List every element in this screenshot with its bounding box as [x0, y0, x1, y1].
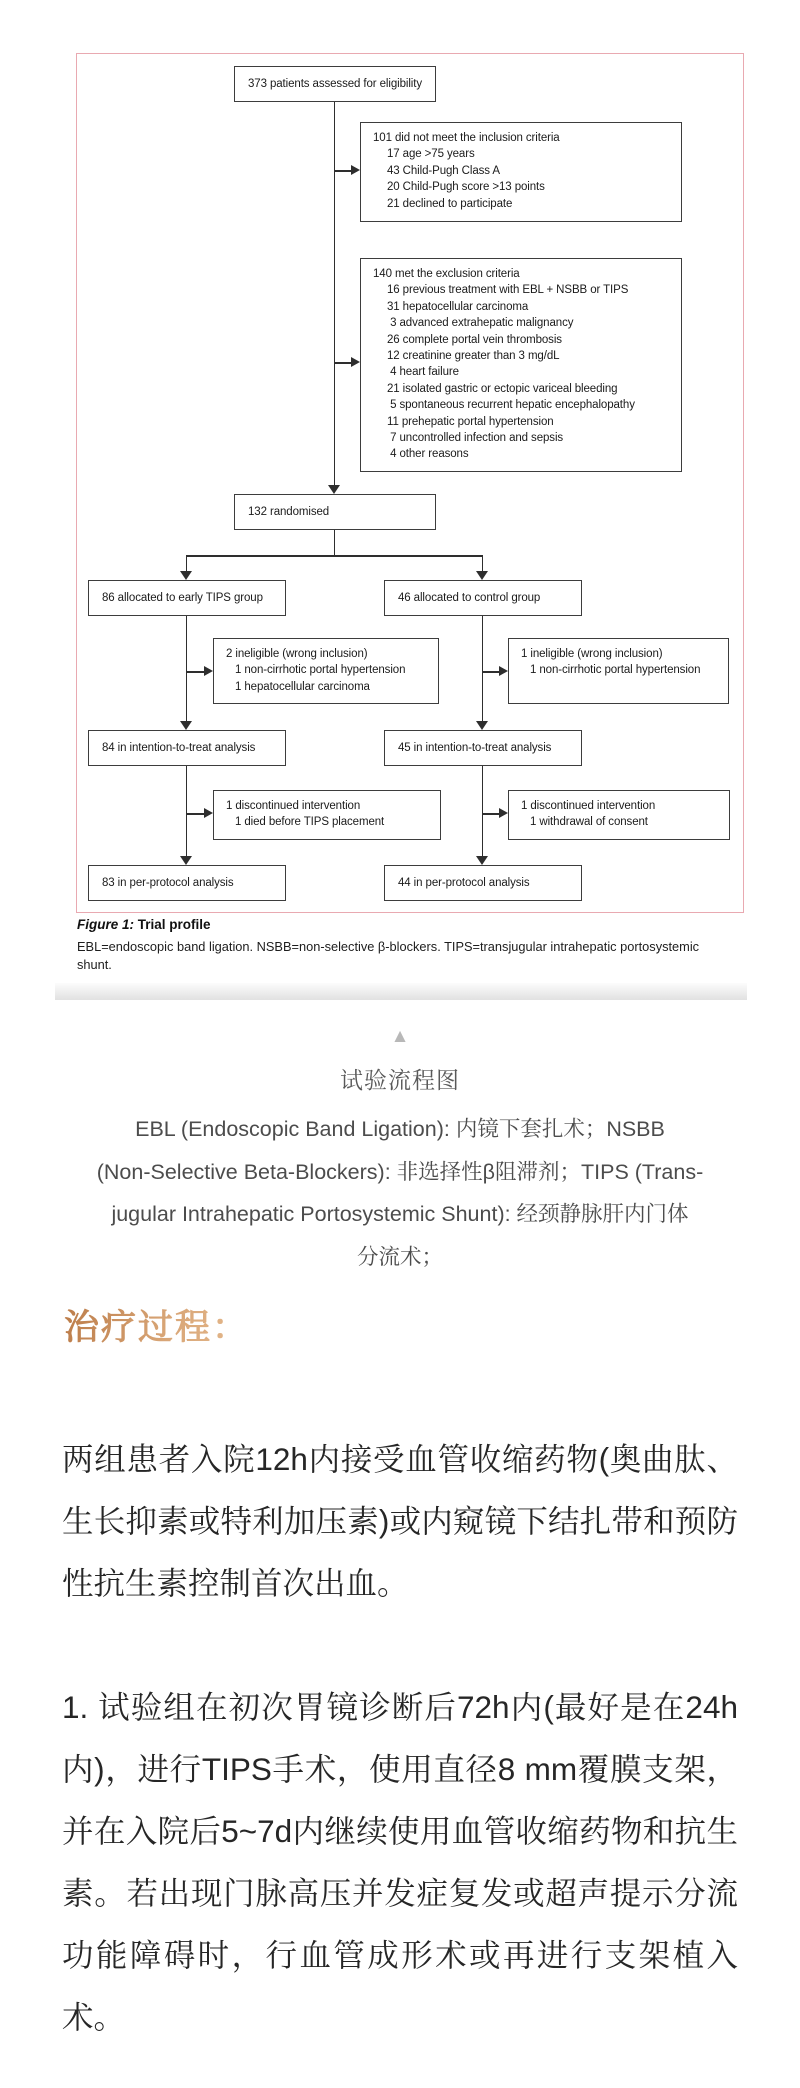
flow-line	[186, 813, 204, 815]
arrowhead-icon	[499, 808, 508, 818]
box-control-allocated	[384, 580, 582, 616]
figure-label: Figure 1:	[77, 917, 135, 932]
flow-box-item: 4 other reasons	[387, 448, 469, 461]
flow-box-item: 3 advanced extrahepatic malignancy	[387, 317, 574, 330]
box-assessed-eligibility	[234, 66, 436, 102]
figure-image-bottom-shadow	[55, 983, 747, 1000]
box-text: 44 in per-protocol analysis	[398, 877, 530, 889]
flow-box-item: 1 hepatocellular carcinoma	[235, 680, 370, 693]
box-not-met-inclusion	[360, 122, 682, 222]
flow-box-item: 11 prehepatic portal hypertension	[387, 415, 554, 428]
flow-box-item: 1 died before TIPS placement	[235, 816, 385, 829]
flow-line	[334, 170, 352, 172]
triangle-up-icon: ▲	[390, 1026, 410, 1047]
box-text: 83 in per-protocol analysis	[102, 877, 234, 889]
arrowhead-icon	[180, 721, 192, 730]
flow-line	[186, 616, 188, 723]
box-title: 1 discontinued intervention	[521, 800, 656, 812]
flow-box-item: 7 uncontrolled infection and sepsis	[387, 432, 564, 445]
box-control-itt	[384, 730, 582, 766]
figure-caption-title	[77, 917, 211, 932]
box-title: 101 did not meet the inclusion criteria	[373, 132, 560, 144]
flow-line	[334, 362, 352, 364]
arrowhead-icon	[476, 856, 488, 865]
flow-box-item: 12 creatinine greater than 3 mg/dL	[387, 350, 560, 363]
flow-box-item: 5 spontaneous recurrent hepatic encephalopathy	[387, 399, 635, 412]
caption-note-line: EBL=endoscopic band ligation. NSBB=non-selective β-blockers. TIPS=transjugular intrahepatic portosystemic	[77, 939, 700, 954]
abbr-line: 分流术；	[356, 1244, 443, 1269]
arrowhead-icon	[204, 666, 213, 676]
box-text: 84 in intention-to-treat analysis	[102, 742, 256, 754]
figure-caption-cn: 试验流程图	[340, 1067, 460, 1093]
flow-box-item: 21 declined to participate	[387, 197, 513, 210]
flow-box-item: 20 Child-Pugh score >13 points	[387, 181, 545, 194]
flow-box-item: 16 previous treatment with EBL + NSBB or TIPS	[387, 284, 629, 297]
box-tips-discontinued	[213, 790, 441, 840]
flow-line	[482, 671, 499, 673]
arrowhead-icon	[204, 808, 213, 818]
flow-box-item: 1 non-cirrhotic portal hypertension	[235, 664, 406, 677]
flow-box-item: 21 isolated gastric or ectopic variceal bleeding	[387, 382, 618, 395]
flow-box-item: 1 withdrawal of consent	[530, 816, 648, 829]
box-randomised	[234, 494, 436, 530]
box-text: 373 patients assessed for eligibility	[247, 78, 422, 90]
flow-line	[334, 102, 336, 490]
caption-note-line: shunt.	[77, 956, 112, 972]
box-tips-ineligible	[213, 638, 439, 704]
box-control-ineligible	[508, 638, 729, 704]
flow-line	[186, 671, 204, 673]
arrowhead-icon	[180, 571, 192, 580]
flow-box-item: 26 complete portal vein thrombosis	[387, 333, 562, 346]
box-text: 45 in intention-to-treat analysis	[398, 742, 552, 754]
box-control-discontinued	[508, 790, 730, 840]
arrowhead-icon	[499, 666, 508, 676]
figure-title: Trial profile	[134, 917, 211, 932]
arrowhead-icon	[180, 856, 192, 865]
flow-box-item: 1 non-cirrhotic portal hypertension	[530, 664, 701, 677]
flow-line	[482, 616, 484, 723]
box-control-per-protocol	[384, 865, 582, 901]
arrowhead-icon	[476, 721, 488, 730]
box-exclusion-criteria	[360, 258, 682, 472]
body-paragraph: 1. 试验组在初次胃镜诊断后72h内(最好是在24h内)，进行TIPS手术，使用直径8 mm覆膜支架，并在入院后5~7d内继续使用血管收缩药物和抗生素。若出现门脉高压并发症复发或超声提示分流功能障碍时，行血管成形术或再进行支架植入术。	[62, 1689, 738, 2035]
box-title: 140 met the exclusion criteria	[373, 268, 520, 280]
box-tips-per-protocol	[88, 865, 286, 901]
box-tips-itt	[88, 730, 286, 766]
flow-line	[482, 813, 499, 815]
abbr-line: (Non-Selective Beta-Blockers): 非选择性β阻滞剂；TIPS (Trans-	[96, 1159, 704, 1184]
box-text: 86 allocated to early TIPS group	[102, 592, 263, 604]
body-paragraph: 两组患者入院12h内接受血管收缩药物(奥曲肽、生长抑素或特利加压素)或内窥镜下结扎带和预防性抗生素控制首次出血。	[62, 1441, 738, 1601]
box-text: 132 randomised	[248, 506, 330, 518]
arrowhead-icon	[351, 165, 360, 175]
flow-line	[334, 530, 336, 556]
arrowhead-icon	[476, 571, 488, 580]
box-text: 46 allocated to control group	[398, 592, 541, 604]
flow-line	[186, 766, 188, 858]
arrowhead-icon	[328, 485, 340, 494]
flow-line	[482, 766, 484, 858]
flow-box-item: 31 hepatocellular carcinoma	[387, 300, 529, 313]
box-title: 1 ineligible (wrong inclusion)	[521, 648, 663, 660]
abbr-line: jugular Intrahepatic Portosystemic Shunt): 经颈静脉肝内门体	[111, 1202, 689, 1226]
flow-line	[186, 555, 483, 557]
box-title: 1 discontinued intervention	[226, 800, 361, 812]
flow-box-item: 17 age >75 years	[387, 148, 475, 161]
box-title: 2 ineligible (wrong inclusion)	[226, 648, 368, 660]
abbreviation-notes	[60, 1108, 740, 1278]
figure-caption-note	[77, 938, 737, 973]
arrowhead-icon	[351, 357, 360, 367]
flow-box-item: 4 heart failure	[387, 366, 459, 379]
box-tips-allocated	[88, 580, 286, 616]
flow-box-item: 43 Child-Pugh Class A	[387, 164, 500, 177]
abbr-line: EBL (Endoscopic Band Ligation): 内镜下套扎术；NSBB	[135, 1117, 665, 1141]
section-heading: 治疗过程：	[64, 1300, 249, 1350]
